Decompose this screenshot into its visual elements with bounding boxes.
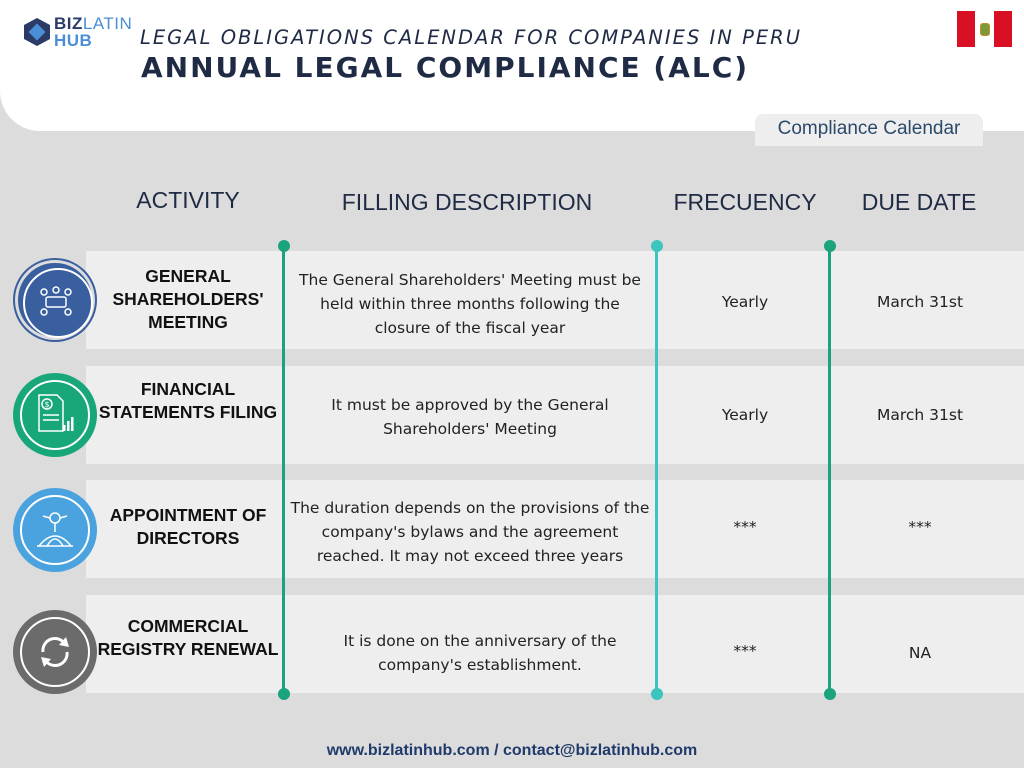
- page-title: ANNUAL LEGAL COMPLIANCE (ALC): [141, 51, 750, 84]
- frequency-value: Yearly: [721, 293, 769, 311]
- brand-logo: [22, 14, 132, 54]
- column-header-due-date: DUE DATE: [861, 189, 977, 215]
- description-text: The duration depends on the provisions of the company's bylaws and the agreement reached. It may not exceed three years: [290, 499, 650, 565]
- header-banner: [0, 0, 1024, 131]
- renewal-arrows-icon: [15, 612, 95, 692]
- financial-document-icon: [15, 375, 95, 455]
- column-divider-2: [655, 245, 658, 694]
- activity-label: COMMERCIAL REGISTRY RENEWAL: [97, 616, 279, 659]
- logo-mark-icon: [22, 17, 52, 47]
- description-text: The General Shareholders' Meeting must be held within three months following the closure of the fiscal year: [299, 271, 641, 337]
- divider-dot: [824, 688, 836, 700]
- column-divider-1: [282, 245, 285, 694]
- logo-text-line2: HUB: [54, 31, 93, 50]
- frequency-value: ***: [733, 518, 757, 536]
- column-header-frequency: FRECUENCY: [673, 189, 817, 215]
- footer-contact[interactable]: www.bizlatinhub.com / contact@bizlatinhub.com: [326, 742, 698, 759]
- description-text: It is done on the anniversary of the company's establishment.: [343, 632, 617, 674]
- logo-text-line1: BIZLATIN: [54, 14, 133, 33]
- svg-text:$: $: [44, 400, 50, 409]
- column-divider-3: [828, 245, 831, 694]
- compliance-calendar-tag: Compliance Calendar: [755, 114, 983, 146]
- activity-label: APPOINTMENT OF DIRECTORS: [109, 505, 267, 548]
- meeting-icon: [15, 260, 95, 340]
- due-date-value: March 31st: [876, 293, 964, 311]
- divider-dot: [824, 240, 836, 252]
- frequency-value: Yearly: [721, 406, 769, 424]
- activity-label: GENERAL SHAREHOLDERS' MEETING: [112, 266, 264, 332]
- divider-dot: [278, 240, 290, 252]
- divider-dot: [651, 240, 663, 252]
- divider-dot: [278, 688, 290, 700]
- frequency-value: ***: [733, 642, 757, 660]
- description-text: It must be approved by the General Shareholders' Meeting: [331, 396, 609, 438]
- due-date-value: ***: [908, 518, 932, 536]
- due-date-value: NA: [908, 644, 932, 662]
- page-subtitle: LEGAL OBLIGATIONS CALENDAR FOR COMPANIES IN PERU: [140, 26, 802, 49]
- divider-dot: [651, 688, 663, 700]
- globe-network-icon: [15, 490, 95, 570]
- column-header-activity: ACTIVITY: [136, 187, 240, 213]
- peru-flag-icon: [957, 11, 1012, 47]
- due-date-value: March 31st: [876, 406, 964, 424]
- activity-label: FINANCIAL STATEMENTS FILING: [98, 379, 278, 422]
- column-header-description: FILLING DESCRIPTION: [341, 189, 593, 215]
